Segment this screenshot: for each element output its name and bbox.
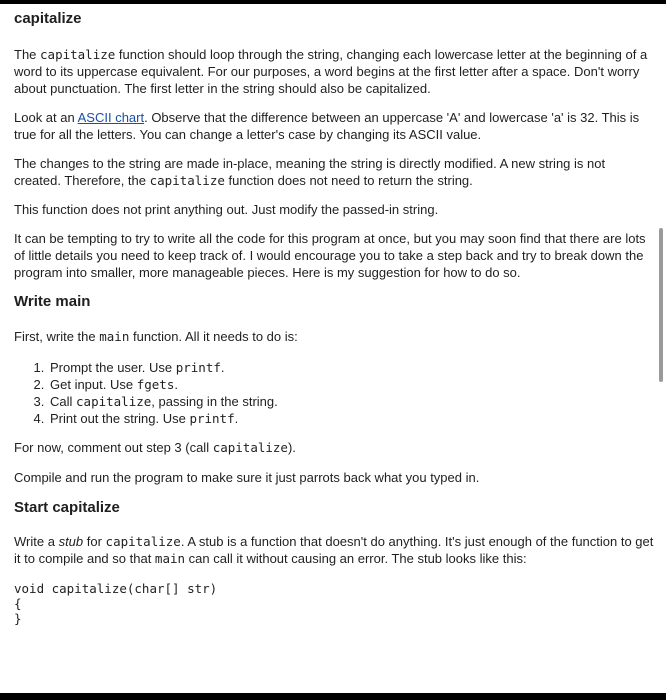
text: . A stub is a function that doesn't do anything. It's just enough of the function to get it to compile and so that (14, 534, 654, 566)
paragraph-comment-out (14, 439, 654, 456)
text: function does not need to return the string. (224, 173, 473, 188)
code-inline: capitalize (105, 534, 181, 549)
bottom-bar (0, 693, 666, 700)
code-inline: capitalize (212, 440, 288, 455)
paragraph-stub (14, 533, 654, 567)
text: , passing in the string. (151, 394, 278, 409)
paragraph-intro (14, 46, 654, 97)
code-inline: printf (175, 360, 221, 375)
document (14, 10, 654, 626)
code-inline: printf (189, 411, 235, 426)
paragraph-in-place (14, 155, 654, 189)
list-item (48, 410, 654, 427)
text-emphasis: stub (58, 534, 84, 549)
text: function. All it needs to do is: (129, 329, 298, 344)
paragraph-main (14, 328, 654, 345)
code-inline: capitalize (149, 173, 225, 188)
text: . (234, 411, 239, 426)
text: The (14, 47, 41, 62)
heading-write-main: Write main (14, 293, 91, 310)
steps-list (14, 359, 654, 427)
paragraph-compile: Compile and run the program to make sure it just parrots back what you typed in. (14, 470, 480, 485)
code-line: } (14, 611, 22, 626)
text: for (83, 534, 106, 549)
text: function should loop through the string, changing each lowercase letter at the beginning of a word to its uppercase equivalent. For our purposes, a word begins at the first letter after a space. Don't worry about punctuation. The first letter in the string should also be capitalized. (14, 47, 648, 96)
text: First, write the (14, 329, 100, 344)
paragraph-advice: It can be tempting to try to write all the code for this program at once, but you may soon find that there are lots of little details you need to keep track of. I would encourage you to take a step back and try to break down the program into smaller, more manageable pieces. Here is my suggestion for how to do so. (14, 231, 646, 280)
paragraph-ascii (14, 109, 654, 143)
code-inline: main (99, 329, 130, 344)
code-block (14, 581, 654, 626)
text: Write a (14, 534, 59, 549)
page-title: capitalize (14, 10, 82, 27)
paragraph-no-print: This function does not print anything out. Just modify the passed-in string. (14, 202, 439, 217)
text: Call (50, 394, 77, 409)
code-inline: capitalize (76, 394, 152, 409)
list-item (48, 359, 654, 376)
code-line: { (14, 596, 22, 611)
code-inline: fgets (136, 377, 175, 392)
code-inline: main (154, 551, 186, 566)
text: Get input. Use (50, 377, 137, 392)
list-item (48, 393, 654, 410)
heading-start-capitalize: Start capitalize (14, 499, 120, 516)
code-line: void capitalize(char[] str) (14, 581, 218, 596)
text: The changes to the string are made in-place, meaning the string is directly modified. A new string is not created. Therefore, the (14, 156, 606, 188)
text: Look at an (14, 110, 78, 125)
text: ). (287, 440, 296, 455)
code-inline: capitalize (40, 47, 116, 62)
top-bar (0, 0, 666, 4)
text: . (220, 360, 225, 375)
text: . (174, 377, 178, 392)
text: Print out the string. Use (50, 411, 190, 426)
list-item (48, 376, 654, 393)
ascii-chart-link[interactable]: ASCII chart (77, 110, 145, 125)
scrollbar[interactable] (659, 228, 663, 382)
text: Prompt the user. Use (50, 360, 176, 375)
text: can call it without causing an error. The stub looks like this: (185, 551, 527, 566)
text: For now, comment out step 3 (call (14, 440, 213, 455)
text: . Observe that the difference between an uppercase 'A' and lowercase 'a' is 32. This is true for all the letters. You can change a letter's case by changing its ASCII value. (14, 110, 640, 142)
